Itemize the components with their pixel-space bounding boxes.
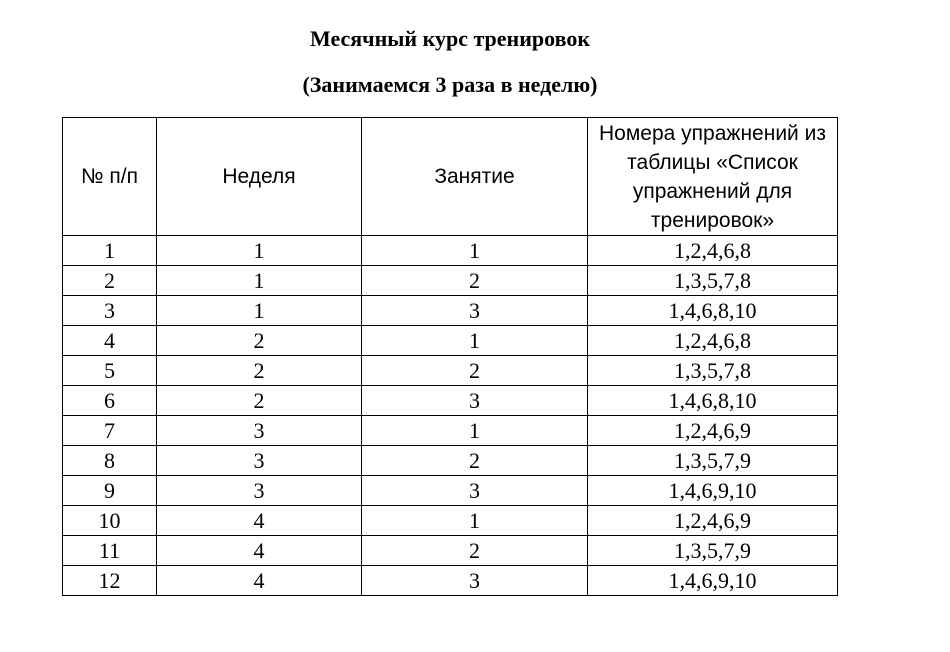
cell-session: 1 <box>362 236 588 266</box>
cell-number: 7 <box>63 416 157 446</box>
cell-exercises: 1,4,6,9,10 <box>588 566 838 596</box>
cell-session: 1 <box>362 506 588 536</box>
cell-number: 6 <box>63 386 157 416</box>
cell-number: 4 <box>63 326 157 356</box>
header-session: Занятие <box>362 118 588 236</box>
header-exercises-label: Номера упражнений из таблицы «Список упражнений для тренировок» <box>599 121 826 232</box>
cell-exercises: 1,4,6,8,10 <box>588 386 838 416</box>
cell-exercises: 1,2,4,6,8 <box>588 236 838 266</box>
table-row <box>63 476 838 506</box>
table-row <box>63 296 838 326</box>
cell-session: 1 <box>362 416 588 446</box>
cell-session: 3 <box>362 566 588 596</box>
cell-session: 2 <box>362 356 588 386</box>
cell-number: 11 <box>63 536 157 566</box>
cell-exercises: 1,3,5,7,9 <box>588 536 838 566</box>
cell-week: 2 <box>157 386 362 416</box>
table-row <box>63 266 838 296</box>
cell-session: 3 <box>362 296 588 326</box>
cell-session: 2 <box>362 266 588 296</box>
cell-number: 8 <box>63 446 157 476</box>
cell-exercises: 1,2,4,6,9 <box>588 416 838 446</box>
table-header-row <box>63 118 838 236</box>
cell-week: 1 <box>157 296 362 326</box>
cell-number: 12 <box>63 566 157 596</box>
cell-week: 2 <box>157 356 362 386</box>
cell-number: 1 <box>63 236 157 266</box>
cell-exercises: 1,3,5,7,9 <box>588 446 838 476</box>
cell-week: 4 <box>157 566 362 596</box>
cell-exercises: 1,3,5,7,8 <box>588 356 838 386</box>
table-row <box>63 446 838 476</box>
cell-number: 5 <box>63 356 157 386</box>
document-subtitle: (Занимаемся 3 раза в неделю) <box>302 72 598 97</box>
cell-session: 3 <box>362 386 588 416</box>
table-row <box>63 356 838 386</box>
cell-number: 2 <box>63 266 157 296</box>
cell-week: 4 <box>157 536 362 566</box>
cell-week: 3 <box>157 446 362 476</box>
document-title: Месячный курс тренировок <box>310 26 590 51</box>
cell-number: 10 <box>63 506 157 536</box>
cell-session: 2 <box>362 536 588 566</box>
cell-exercises: 1,3,5,7,8 <box>588 266 838 296</box>
cell-session: 3 <box>362 476 588 506</box>
cell-exercises: 1,2,4,6,9 <box>588 506 838 536</box>
table-row <box>63 386 838 416</box>
cell-session: 2 <box>362 446 588 476</box>
table-row <box>63 506 838 536</box>
cell-number: 3 <box>63 296 157 326</box>
table-row <box>63 416 838 446</box>
table-row <box>63 236 838 266</box>
cell-week: 1 <box>157 236 362 266</box>
table-row <box>63 536 838 566</box>
cell-session: 1 <box>362 326 588 356</box>
cell-week: 1 <box>157 266 362 296</box>
cell-week: 4 <box>157 506 362 536</box>
cell-week: 3 <box>157 476 362 506</box>
cell-week: 3 <box>157 416 362 446</box>
cell-exercises: 1,4,6,8,10 <box>588 296 838 326</box>
training-schedule-table <box>62 117 838 596</box>
cell-exercises: 1,2,4,6,8 <box>588 326 838 356</box>
header-exercises <box>588 118 838 236</box>
table-body <box>63 236 838 596</box>
cell-exercises: 1,4,6,9,10 <box>588 476 838 506</box>
header-week: Неделя <box>157 118 362 236</box>
table-row <box>63 566 838 596</box>
table-row <box>63 326 838 356</box>
header-number: № п/п <box>63 118 157 236</box>
cell-number: 9 <box>63 476 157 506</box>
cell-week: 2 <box>157 326 362 356</box>
